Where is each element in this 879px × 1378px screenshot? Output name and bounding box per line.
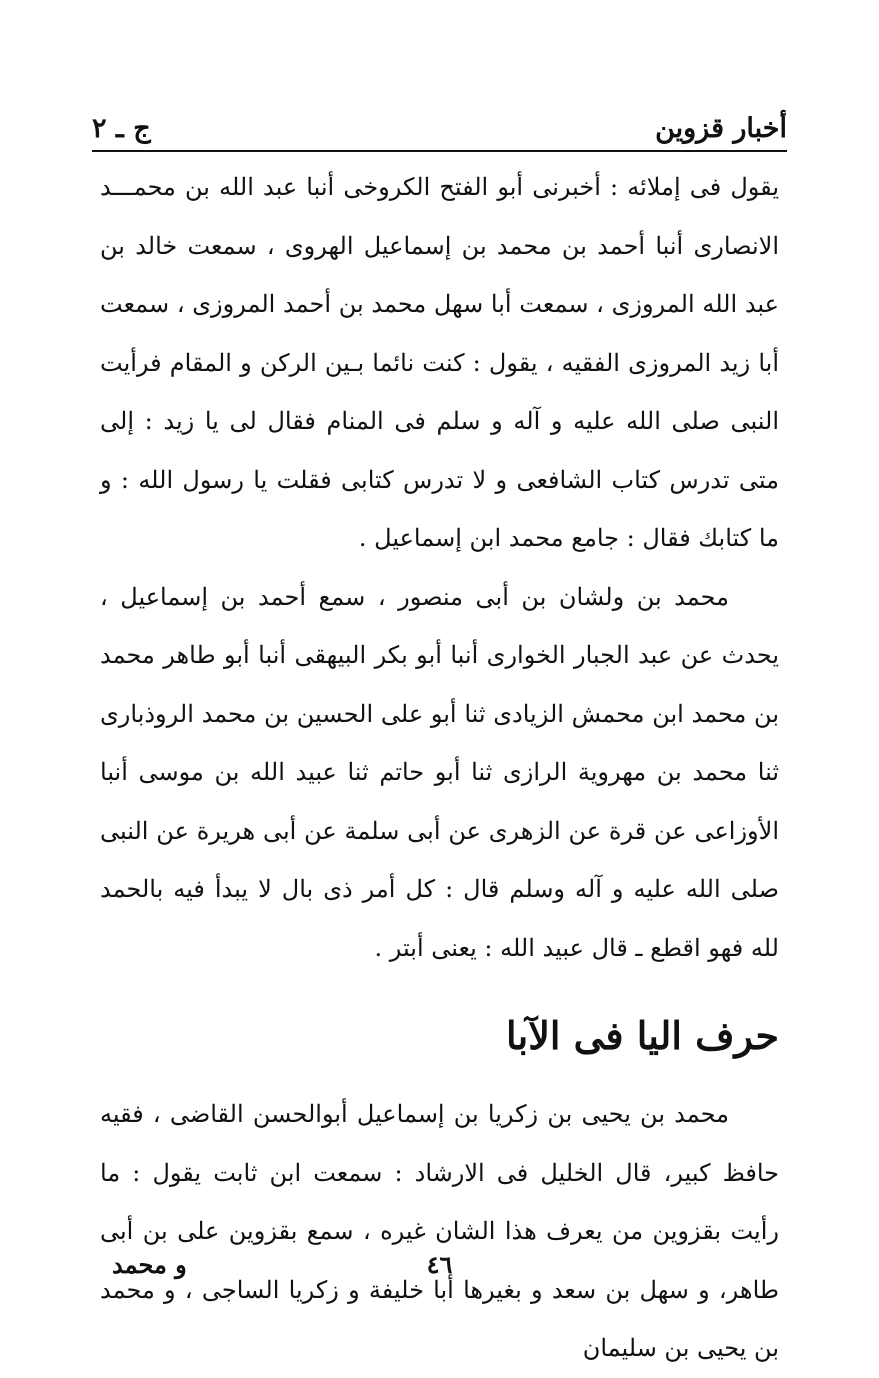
page-number: ٤٦	[426, 1250, 453, 1279]
running-header	[92, 100, 787, 144]
page-footer	[112, 1250, 767, 1290]
main-text	[100, 158, 779, 1378]
volume-label: ج ـ ٢	[92, 113, 151, 144]
catchword: و محمد	[112, 1250, 187, 1279]
paragraph: يقول فى إملائه : أخبرنى أبو الفتح الكروخى أنبا عبد الله بن محمـــد الانصارى أنبا أحمد بن محمد بن إسماعيل الهروى ، سمعت خالد بن عبد الله المروزى ، سمعت أبا سهل محمد بن أحمد المروزى ، سمعت أبا زيد المروزى الفقيه ، يقول : كنت نائما بـين الركن و المقام فرأيت النبى صلى الله عليه و آله و سلم فى المنام فقال لى يا زيد : إلى متى تدرس كتاب الشافعى و لا تدرس كتابى فقلت يا رسول الله : و ما كتابك فقال : جامع محمد ابن إسماعيل .	[100, 173, 780, 552]
book-title: أخبار قزوين	[655, 113, 787, 144]
section-heading: حرف اليا فى الآبا	[506, 1013, 779, 1058]
header-rule	[92, 150, 787, 152]
paragraph: محمد بن يحيى بن زكريا بن إسماعيل أبوالحسن القاضى ، فقيه حافظ كبير، قال الخليل فى الارشاد : سمعت ابن ثابت يقول : ما رأيت بقزوين من يعرف هذا الشان غيره ، سمع بقزوين على بن أبى طاهر، و سهل بن سعد و بغيرها أبا خليفة و زكريا الساجى ، و محمد بن يحيى بن سليمان	[100, 1100, 779, 1362]
paragraph: محمد بن ولشان بن أبى منصور ، سمع أحمد بن إسماعيل ، يحدث عن عبد الجبار الخوارى أنبا أبو بكر البيهقى أنبا أبو طاهر محمد بن محمد ابن محمش الزيادى ثنا أبو على الحسين بن محمد الروذبارى ثنا محمد بن مهروية الرازى ثنا أبو حاتم ثنا عبيد الله بن موسى أنبا الأوزاعى عن قرة عن الزهرى عن أبى سلمة عن أبى هريرة عن النبى صلى الله عليه و آله وسلم قال : كل أمر ذى بال لا يبدأ فيه بالحمد لله فهو اقطع ـ قال عبيد الله : يعنى أبتر .	[100, 582, 780, 962]
